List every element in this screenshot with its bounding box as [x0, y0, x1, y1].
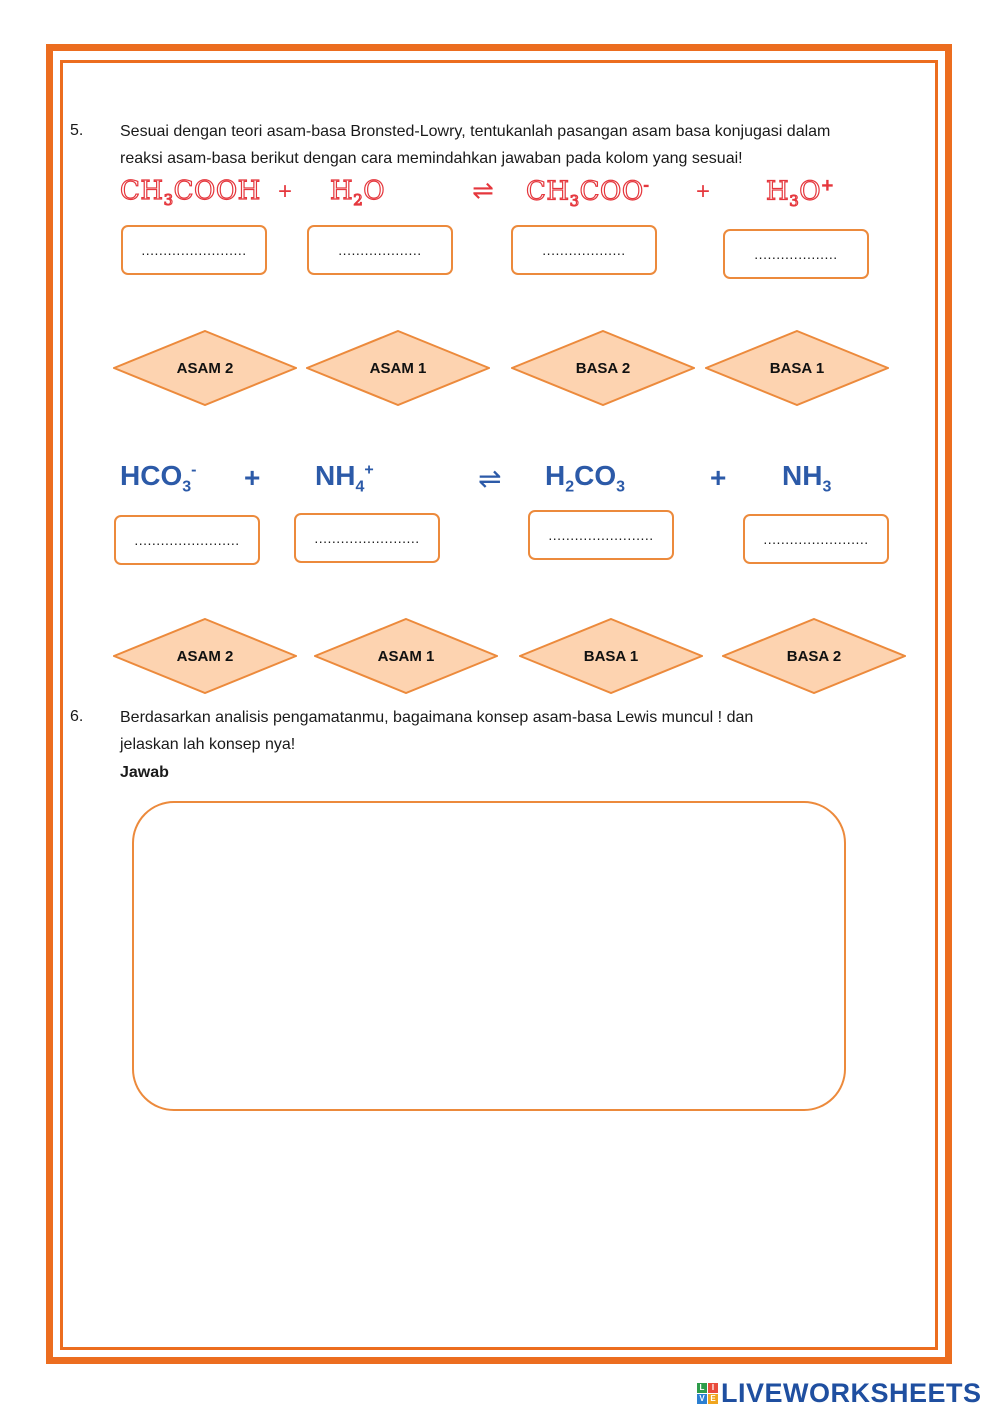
formula-h2co3: $H_2CO_3$: [545, 460, 626, 496]
formula-h2o: $H_2O$: [330, 176, 386, 210]
drop-slot-ch3cooh[interactable]: ........................: [121, 225, 267, 275]
choice-label: BASA 1: [583, 647, 639, 665]
question-6-number: 6.: [70, 708, 84, 725]
choice-basa-1[interactable]: [519, 618, 703, 694]
question-5-text: [120, 118, 880, 172]
choice-asam-2[interactable]: [113, 618, 297, 694]
drop-slot-h3o-plus[interactable]: ...................: [723, 229, 869, 279]
answer-label: Jawab: [120, 764, 169, 781]
choice-basa-1[interactable]: [705, 330, 889, 406]
drop-slot-h2o[interactable]: ...................: [307, 225, 453, 275]
formula-h3o-plus: $H_3O^+$: [766, 176, 835, 210]
choice-asam-2[interactable]: [113, 330, 297, 406]
live-logo-mark: [697, 1383, 718, 1404]
choice-label: BASA 1: [769, 359, 825, 377]
drop-slot-h2co3[interactable]: ........................: [528, 510, 674, 560]
formula-ch3coo-minus: $CH_3COO^-$: [526, 176, 650, 210]
choice-label: BASA 2: [575, 359, 631, 377]
question-6-line-2: jelaskan lah konsep nya!: [120, 736, 296, 753]
formula-nh4-plus: $NH_4^+$: [315, 460, 374, 496]
formula-hco3-minus: $HCO_3^-$: [120, 460, 197, 496]
answer-textbox[interactable]: [132, 801, 846, 1111]
question-6-line-1: Berdasarkan analisis pengamatanmu, bagaimana konsep asam-basa Lewis muncul ! dan: [120, 709, 754, 726]
choice-label: ASAM 2: [176, 647, 234, 665]
choice-basa-2[interactable]: [511, 330, 695, 406]
logo-letter: L: [697, 1383, 707, 1393]
liveworksheets-logo: [697, 1379, 982, 1407]
choice-asam-1[interactable]: [306, 330, 490, 406]
logo-letter: E: [708, 1394, 718, 1404]
equilibrium-arrow: ⇌: [478, 462, 502, 495]
plus-sign: +: [244, 462, 261, 493]
question-5-number: 5.: [70, 122, 84, 139]
choice-label: ASAM 1: [369, 359, 427, 377]
choice-label: BASA 2: [786, 647, 842, 665]
logo-letter: I: [708, 1383, 718, 1393]
plus-sign: +: [278, 178, 293, 205]
drop-slot-ch3coo-minus[interactable]: ...................: [511, 225, 657, 275]
formula-ch3cooh: $CH_3COOH$: [120, 176, 261, 210]
choice-asam-1[interactable]: [314, 618, 498, 694]
formula-nh3: $NH_3$: [782, 460, 832, 496]
question-5-line-1: Sesuai dengan teori asam-basa Bronsted-Lowry, tentukanlah pasangan asam basa konjugasi dalam: [120, 123, 831, 140]
equilibrium-arrow: ⇌: [472, 176, 494, 206]
choice-label: ASAM 2: [176, 359, 234, 377]
plus-sign: +: [696, 178, 711, 205]
choice-label: ASAM 1: [377, 647, 435, 665]
logo-letter: V: [697, 1394, 707, 1404]
choice-basa-2[interactable]: [722, 618, 906, 694]
drop-slot-nh4-plus[interactable]: ........................: [294, 513, 440, 563]
drop-slot-nh3[interactable]: ........................: [743, 514, 889, 564]
plus-sign: +: [710, 462, 727, 493]
drop-slot-hco3-minus[interactable]: ........................: [114, 515, 260, 565]
question-6-text: [120, 704, 880, 758]
question-5-line-2: reaksi asam-basa berikut dengan cara memindahkan jawaban pada kolom yang sesuai!: [120, 150, 743, 167]
logo-text: LIVEWORKSHEETS: [721, 1377, 982, 1408]
